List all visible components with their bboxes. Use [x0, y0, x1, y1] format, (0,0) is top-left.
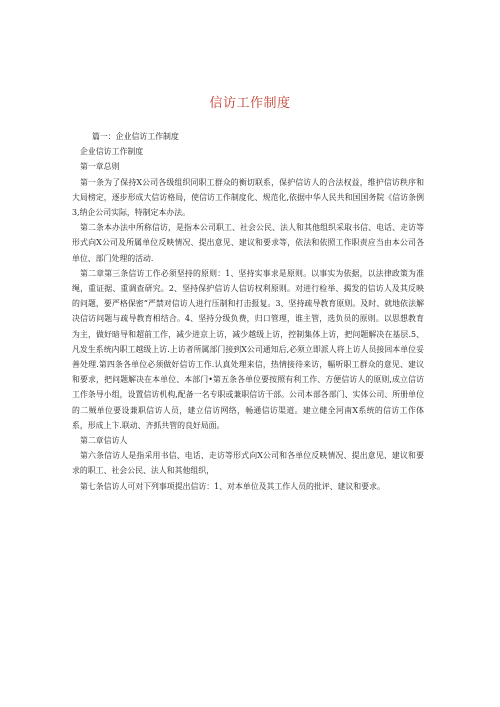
- article-paragraph: 第一条为了保持X公司各级组织同职工群众的衡切联系，保护信访人的合法权益，维护信访秩序和大局榜定，逐步形成大信访格局，使信访工作制度化、规范化,依据中华人民共和国国务院《信访条例3,纳企公司实际，特制定本办法。: [72, 177, 424, 218]
- document-body: [72, 129, 424, 494]
- chapter-heading: 第二章信访人: [80, 436, 128, 446]
- article-paragraph: 第七条信访人可对下列事项提出信访：1、对本单位及其工作人员的批评、建议和要求。: [80, 481, 385, 491]
- section-heading: 篇一：企业信访工作制度: [92, 132, 179, 141]
- chapter-heading: 第一章总则: [80, 162, 120, 172]
- article-paragraph: 第二条本办法中所称信访，是指本公司职工、社会公民、法人和其他组织采取书信、电话、走访等形式向X公司及所属单位反映情况、提出意见、建议和要求等，依法和依照工作职责应当由本公司各单位、部门处理的活动.: [72, 223, 424, 263]
- article-paragraph: 第六条信访人是指采用书信、电话、走访等形式向X公司和各单位反映情况、提出意见、建议和要求的职工、社会公民、法人和其他组织，: [72, 451, 424, 476]
- article-paragraph: 第二章第三条信访工作必须坚持的原则：1、坚持实事求是原则。以事实为依据，以法律政策为准绳，重证据、重调查研究。2、坚持保护信访人信访权利原则。对进行检举、揭发的信访人及其反映的问题，要严格保密“严禁对信访人进行压制和打击报复。3、坚持疏导教育原则。及时、就地依法解决信访问题与疏导教育相结合。4、坚持分级负费，归口管理，谁主管，选负员的原则。以思想教育为主，做好暗导和超前工作，减少进京上访，减少越级上访，控制集体上访，把问题解决在基层.5、凡发生系统内职工越级上访.上访者所属部门接到X公司通知后,必须立即派人将上访人员接回本单位妥善处理.第四条各单位必须做好信访工作.认真处理来信，热情接待来访，幅听职工群众的意见、建议和要求，把问题解决在本单位、本部门•第五条各单位要按照有利工作、方便信访人的原则,成立信访工作条导小组，设置信访机构,配备一名专职或兼职信访干部。公司本部各部门、实体公司、所册单位的二贼单位要设兼职信访人员，建立信访网络，畅通信访渠道。建立健全河南X系统的信访工作体系，形成上卞.联动、齐抓共管的良好局面。: [72, 268, 424, 430]
- subtitle: 企业信访工作制度: [80, 147, 144, 157]
- document-title: 信访工作制度: [209, 96, 291, 111]
